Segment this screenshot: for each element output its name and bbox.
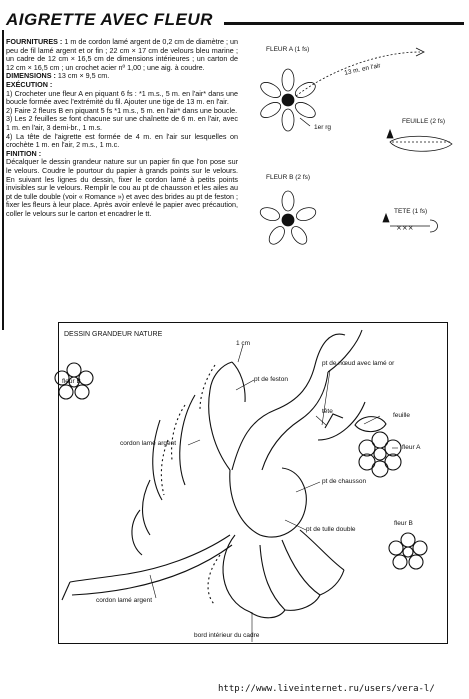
tete-drawing-label: tête <box>322 408 333 415</box>
first-row-label: 1er rg <box>314 124 331 131</box>
step-3: 3) Les 2 feuilles se font chacune sur une chaînette de 6 m. en l'air, avec 1 m. en l'air, 3 demi-br., 1 m.s. <box>6 114 238 132</box>
fleur-a-drawing-label: fleur A <box>402 444 421 451</box>
dimensions-text: 13 cm × 9,5 cm. <box>57 71 110 81</box>
chausson-label: pt de chausson <box>322 478 367 485</box>
fleur-b-right-drawing <box>389 533 427 569</box>
cadre-label: bord intérieur du cadre <box>194 632 260 639</box>
fournitures-text: 1 m de cordon lamé argent de 0,2 cm de diamètre ; un peu de fil lamé argent et or fin ; 22 cm × 17 cm de velours bleu marine ; un cadre de 12 cm × 16,5 cm de dimensions intérieures ; un carton de 12 cm × 16,5 cm ; un crochet acier nº 1,00 ; une aig. à coudre. <box>6 37 238 72</box>
fleur-b-label: FLEUR B (2 fs) <box>266 174 311 181</box>
cordon-top-label: cordon lamé argent <box>120 440 177 447</box>
cordon-bottom-label: cordon lamé argent <box>96 597 153 604</box>
heron-tail <box>62 535 232 600</box>
drawing-title: DESSIN GRANDEUR NATURE <box>64 331 163 338</box>
page-title: AIGRETTE AVEC FLEUR <box>6 10 213 29</box>
fleur-a-label: FLEUR A (1 fs) <box>266 46 310 53</box>
feuille-drawing-label: feuille <box>393 412 410 419</box>
lower-wing <box>208 530 344 618</box>
execution-heading: EXÉCUTION : <box>6 79 53 89</box>
finition-heading: FINITION : <box>6 148 42 158</box>
finition-text: Décalquer le dessin grandeur nature sur un papier fin que l'on pose sur le velours. Coudre le pourtour du papier à grands points sur le velours. En suivant les lignes du dessin, fixer le cordon lamé à petits points invisibles sur le velours. Remplir le cou au pt de chausson et les ailes au pt de tulle double (voir « Romance ») et avec des brides au pt de feston ; fixer les fleurs à leur place. Après avoir enlevé le papier avec précaution, coller le velours sur le carton et encadrer le tt. <box>6 157 238 218</box>
fleur-b-left-label: fleur B <box>62 378 81 385</box>
upper-wing <box>132 362 245 555</box>
scale-label: 1 cm <box>236 340 251 347</box>
tulle-label: pt de tulle double <box>306 526 356 533</box>
step-1: 1) Crocheter une fleur A en piquant 6 fs : *1 m.s., 5 m. en l'air* dans une boucle formée avec l'extrémité du fil. Ajouter une tige de 13 m. en l'air. <box>6 88 238 107</box>
noeud-label: pt de nœud avec lamé or <box>322 360 395 367</box>
feston-label: pt de feston <box>254 376 288 383</box>
svg-text:×××: ××× <box>396 224 414 232</box>
fleur-a-drawing <box>359 432 401 477</box>
leader-lines <box>150 345 398 642</box>
fleur-b-right-label: fleur B <box>394 520 413 527</box>
fournitures-heading: FOURNITURES : <box>6 37 63 46</box>
stem-label: 13 m. en l'air <box>343 62 382 77</box>
feuille-label: FEUILLE (2 fs) <box>402 118 445 125</box>
source-url: http://www.liveinternet.ru/users/vera-l/ <box>218 684 435 694</box>
tete-label: TETE (1 fs) <box>394 208 428 215</box>
feuille-drawing <box>355 417 386 432</box>
step-2: 2) Faire 2 fleurs B en piquant 5 fs *1 m.s., 5 m. en l'air* dans une boucle. <box>6 105 238 115</box>
dimensions-heading: DIMENSIONS : <box>6 71 56 81</box>
step-4: 4) La tête de l'aigrette est formée de 4 m. en l'air sur lesquelles on crochète 1 m. en l'air, 2 m.s., 1 m.c. <box>6 131 238 150</box>
